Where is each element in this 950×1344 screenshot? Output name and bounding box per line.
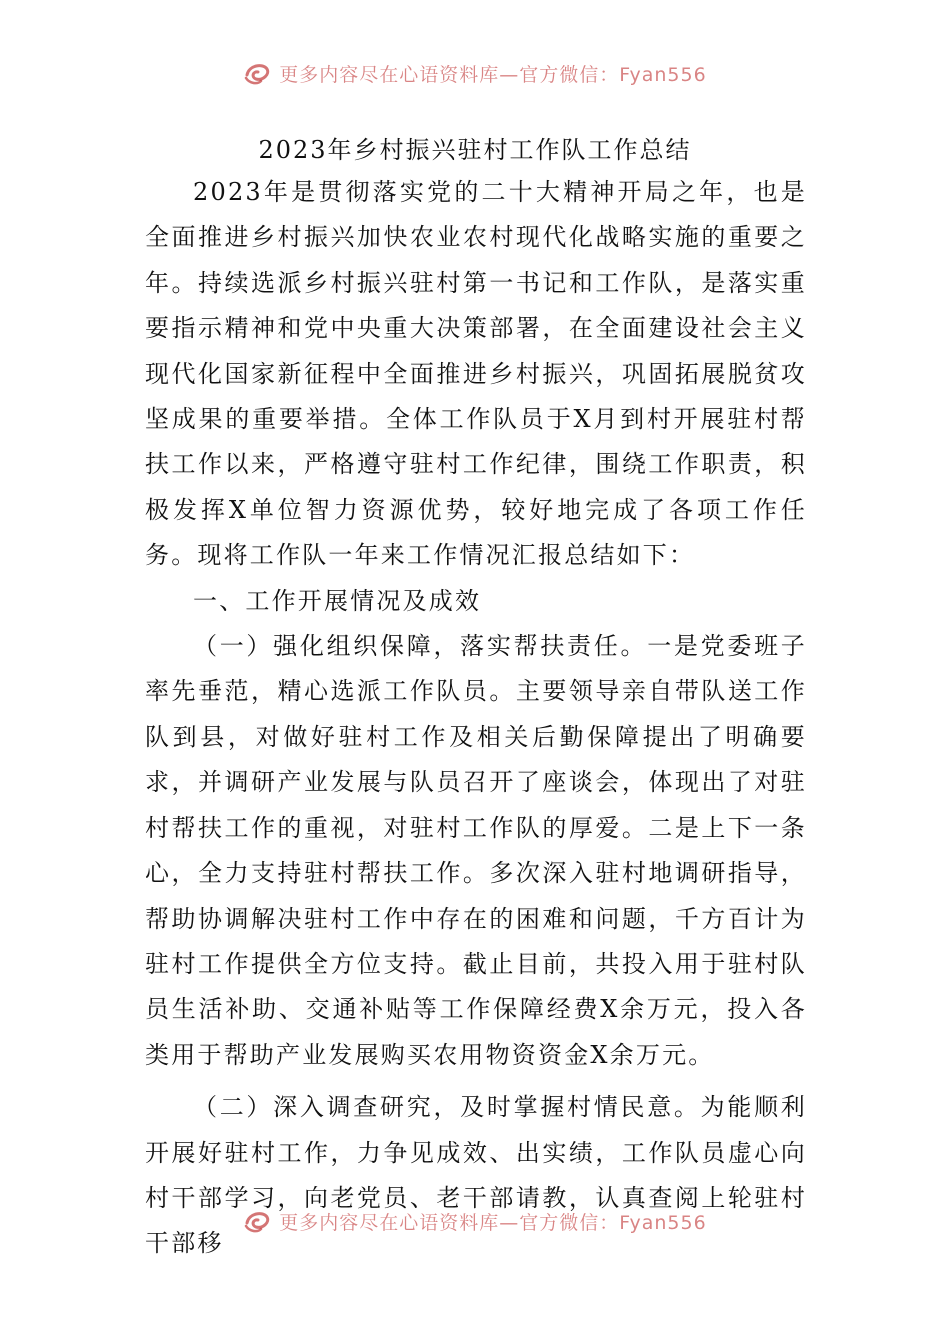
watermark-banner-top (0, 58, 950, 88)
watermark-text: 更多内容尽在心语资料库—官方微信：Fyan556 (279, 1211, 707, 1234)
watermark-banner-bottom (0, 1206, 950, 1236)
swirl-logo-icon (243, 61, 273, 85)
swirl-logo-icon (243, 1209, 273, 1233)
paragraph-section-2: （二）深入调查研究，及时掌握村情民意。为能顺利开展好驻村工作，力争见成效、出实绩，工作队员虚心向村干部学习，向老党员、老干部请教，认真查阅上轮驻村干部移 (145, 1093, 807, 1258)
paragraph-section-1: （一）强化组织保障，落实帮扶责任。一是党委班子率先垂范，精心选派工作队员。主要领导亲自带队送工作队到县，对做好驻村工作及相关后勤保障提出了明确要求，并调研产业发展与队员召开了座谈会，体现出了对驻村帮扶工作的重视，对驻村工作队的厚爱。二是上下一条心，全力支持驻村帮扶工作。多次深入驻村地调研指导，帮助协调解决驻村工作中存在的困难和问题，千方百计为驻村工作提供全方位支持。截止目前，共投入用于驻村队员生活补助、交通补贴等工作保障经费X余万元，投入各类用于帮助产业发展购买农用物资资金X余万元。 (145, 632, 807, 1069)
document-title: 2023年乡村振兴驻村工作队工作总结 (258, 136, 692, 164)
section-heading: 一、工作开展情况及成效 (193, 586, 482, 615)
paragraph-intro: 2023年是贯彻落实党的二十大精神开局之年，也是全面推进乡村振兴加快农业农村现代化战略实施的重要之年。持续选派乡村振兴驻村第一书记和工作队，是落实重要指示精神和党中央重大决策部署，在全面建设社会主义现代化国家新征程中全面推进乡村振兴，巩固拓展脱贫攻坚成果的重要举措。全体工作队员于X月到村开展驻村帮扶工作以来，严格遵守驻村工作纪律，围绕工作职责，积极发挥X单位智力资源优势，较好地完成了各项工作任务。现将工作队一年来工作情况汇报总结如下： (145, 178, 807, 570)
document-body (145, 170, 807, 1267)
watermark-text: 更多内容尽在心语资料库—官方微信：Fyan556 (279, 63, 707, 86)
